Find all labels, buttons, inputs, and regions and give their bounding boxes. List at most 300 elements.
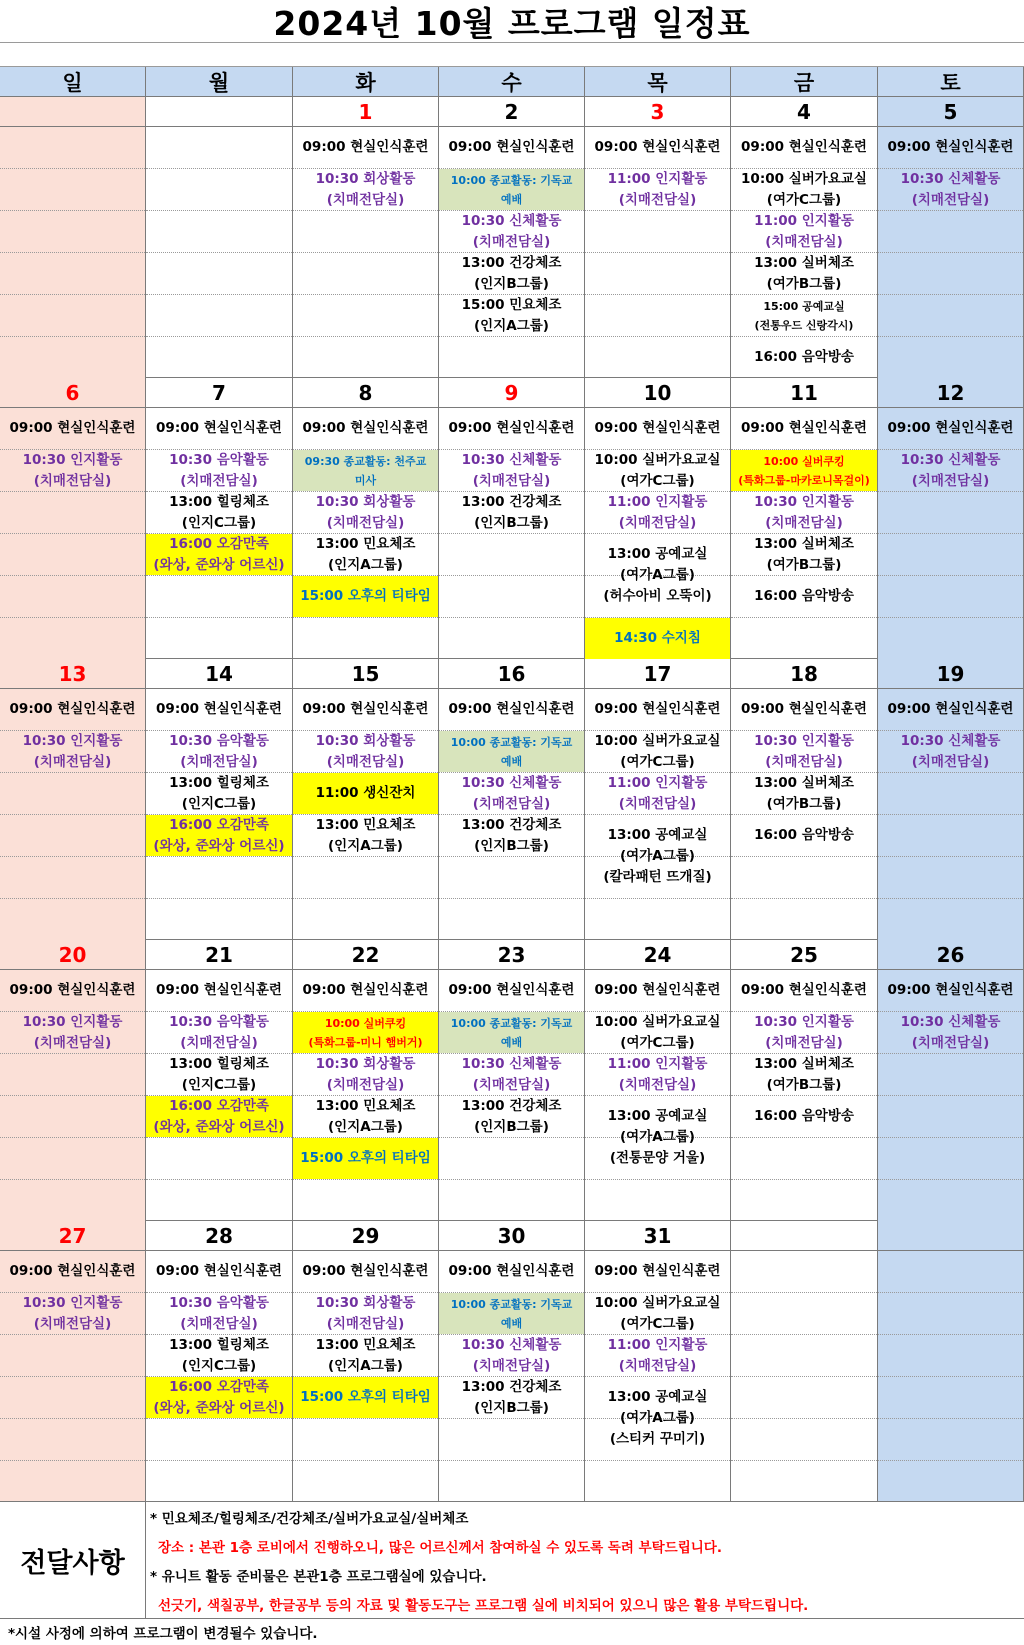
weekday-header: 일 xyxy=(0,67,146,97)
program-event xyxy=(439,815,584,856)
day-number: 1 xyxy=(293,97,438,127)
day-number: 6 xyxy=(0,378,145,408)
event-text-line: 09:00 현실인식훈련 xyxy=(9,420,136,436)
program-event xyxy=(585,534,730,617)
event-text-line: 16:00 음악방송 xyxy=(754,588,854,604)
event-text-line: 10:30 인지활동 xyxy=(754,1013,854,1030)
time-slot xyxy=(439,337,584,378)
program-event xyxy=(878,450,1023,491)
event-text-line: 10:30 인지활동 xyxy=(754,493,854,510)
event-text-line: 10:30 신체활동 xyxy=(461,451,562,468)
time-slot xyxy=(0,1377,145,1419)
event-text-line: 13:00 민요체조 xyxy=(315,1336,416,1353)
event-text-line: 10:30 신체활동 xyxy=(461,1055,562,1072)
time-slot xyxy=(878,815,1023,857)
event-text-line: 10:30 신체활동 xyxy=(900,451,1001,468)
program-event xyxy=(878,970,1023,1011)
program-event xyxy=(146,689,292,730)
day-number: 4 xyxy=(731,97,877,127)
event-text-line: (와상, 준와상 어르신) xyxy=(153,1399,285,1416)
day-number: 30 xyxy=(439,1221,584,1251)
day-number: 7 xyxy=(146,378,292,408)
program-event xyxy=(293,1293,438,1334)
event-text-line: 11:00 인지활동 xyxy=(607,1336,708,1353)
time-slot xyxy=(293,1461,438,1502)
time-slot xyxy=(878,1096,1023,1138)
event-text-line: (여가C그룹) xyxy=(620,753,695,770)
event-text-line: 09:00 현실인식훈련 xyxy=(302,1263,429,1279)
event-text-line: 10:00 실버가요교실 xyxy=(594,1294,721,1311)
time-slot xyxy=(146,1461,292,1502)
event-text-line: 16:00 오감만족 xyxy=(169,816,269,833)
time-slot xyxy=(585,1461,730,1502)
weekday-header: 수 xyxy=(439,67,585,97)
program-event xyxy=(293,492,438,533)
time-slot xyxy=(0,618,145,659)
calendar-day-cell xyxy=(585,940,731,1221)
time-slot xyxy=(878,211,1023,253)
program-event xyxy=(293,1138,438,1179)
day-number: 24 xyxy=(585,940,730,970)
event-text-line: (여가C그룹) xyxy=(620,1034,695,1051)
event-text-line: 13:00 건강체조 xyxy=(461,816,562,833)
day-number: 2 xyxy=(439,97,584,127)
event-text-line: (치매전담실) xyxy=(326,1076,405,1093)
event-text-line: 10:30 인지활동 xyxy=(22,451,123,468)
event-text-line: 13:00 공예교실 xyxy=(607,1108,708,1124)
event-text-line: 10:00 종교활동: 기독교 xyxy=(450,1016,573,1030)
event-text-line: 10:00 실버쿠킹 xyxy=(763,454,845,468)
event-text-line: (여가B그룹) xyxy=(766,1076,842,1093)
program-event xyxy=(146,731,292,772)
time-slot xyxy=(439,534,584,576)
program-event xyxy=(439,1293,584,1334)
event-text-line: 09:00 현실인식훈련 xyxy=(156,982,282,998)
event-text-line: (와상, 준와상 어르신) xyxy=(153,1118,285,1135)
event-text-line: 13:00 민요체조 xyxy=(315,535,416,552)
time-slot xyxy=(0,534,145,576)
event-text-line: (치매전담실) xyxy=(326,1315,405,1332)
day-number: 14 xyxy=(146,659,292,689)
event-text-line: 13:00 민요체조 xyxy=(315,816,416,833)
calendar-day-cell xyxy=(293,940,439,1221)
time-slot xyxy=(0,773,145,815)
program-event xyxy=(146,1293,292,1334)
time-slot xyxy=(0,127,145,169)
event-text-line: (치매전담실) xyxy=(180,1034,258,1051)
event-text-line: (치매전담실) xyxy=(326,753,405,770)
time-slot xyxy=(293,899,438,940)
time-slot xyxy=(878,1054,1023,1096)
event-text-line: 10:00 실버가요교실 xyxy=(594,1013,721,1030)
day-number: 22 xyxy=(293,940,438,970)
weekday-header: 월 xyxy=(146,67,293,97)
event-text-line: 09:00 현실인식훈련 xyxy=(741,420,867,436)
program-event xyxy=(293,689,438,730)
event-text-line: 10:30 인지활동 xyxy=(754,732,854,749)
time-slot xyxy=(293,337,438,378)
calendar-day-cell xyxy=(146,1221,293,1502)
event-text-line: 09:00 현실인식훈련 xyxy=(594,139,721,155)
program-event xyxy=(731,576,877,617)
event-text-line: 09:00 현실인식훈련 xyxy=(887,701,1014,717)
program-event xyxy=(0,408,145,449)
time-slot xyxy=(0,253,145,295)
time-slot xyxy=(439,857,584,899)
calendar-day-cell xyxy=(731,378,878,659)
program-event xyxy=(439,1054,584,1095)
event-text-line: 10:30 회상활동 xyxy=(315,170,416,187)
program-event xyxy=(146,1377,292,1418)
event-text-line: 09:00 현실인식훈련 xyxy=(887,139,1014,155)
event-text-line: (인지C그룹) xyxy=(181,1076,257,1093)
event-text-line: 11:00 인지활동 xyxy=(607,493,708,510)
program-event xyxy=(293,450,438,491)
calendar-day-cell xyxy=(585,97,731,378)
program-event xyxy=(439,450,584,491)
program-event xyxy=(731,450,877,491)
event-text-line: 10:30 신체활동 xyxy=(461,1336,562,1353)
event-text-line: (인지B그룹) xyxy=(474,1399,549,1416)
event-text-line: 10:30 인지활동 xyxy=(22,1013,123,1030)
event-text-line: 09:00 현실인식훈련 xyxy=(9,982,136,998)
calendar-day-cell xyxy=(439,659,585,940)
calendar-day-cell xyxy=(585,378,731,659)
note-line: * 민요체조/힐링체조/건강체조/실버가요교실/실버체조 xyxy=(150,1510,469,1527)
program-event xyxy=(0,689,145,730)
event-text-line: (전통우드 신랑각시) xyxy=(754,318,854,332)
event-text-line: 16:00 음악방송 xyxy=(754,827,854,843)
event-text-line: (특화그룹-마카로니목걸이) xyxy=(738,473,870,487)
day-number xyxy=(731,1221,877,1251)
event-text-line: 10:00 종교활동: 기독교 xyxy=(450,1297,573,1311)
time-slot xyxy=(146,576,292,618)
event-text-line: 11:00 인지활동 xyxy=(607,774,708,791)
time-slot xyxy=(293,253,438,295)
program-event xyxy=(585,1096,730,1179)
time-slot xyxy=(0,815,145,857)
time-slot xyxy=(878,1335,1023,1377)
calendar-day-cell xyxy=(439,1221,585,1502)
time-slot xyxy=(146,1180,292,1221)
calendar-day-cell xyxy=(439,97,585,378)
program-event xyxy=(439,731,584,772)
event-text-line: (여가A그룹) xyxy=(620,567,695,583)
event-text-line: 10:30 음악활동 xyxy=(169,1294,269,1311)
calendar-day-cell xyxy=(878,97,1024,378)
time-slot xyxy=(878,576,1023,618)
event-text-line: (치매전담실) xyxy=(326,514,405,531)
program-event xyxy=(585,169,730,210)
program-event xyxy=(585,1377,730,1460)
time-slot xyxy=(439,1461,584,1502)
calendar-day-cell xyxy=(439,378,585,659)
event-text-line: (인지B그룹) xyxy=(474,1118,549,1135)
event-text-line: 11:00 인지활동 xyxy=(607,170,708,187)
day-number: 16 xyxy=(439,659,584,689)
calendar-day-cell xyxy=(878,1221,1024,1502)
event-text-line: (치매전담실) xyxy=(33,753,112,770)
time-slot xyxy=(878,1251,1023,1293)
program-event xyxy=(146,534,292,575)
program-event xyxy=(293,169,438,210)
event-text-line: 13:00 건강체조 xyxy=(461,1378,562,1395)
event-text-line: (인지B그룹) xyxy=(474,275,549,292)
title-spacer xyxy=(0,43,1024,67)
weekday-header: 금 xyxy=(731,67,878,97)
event-text-line: 13:00 건강체조 xyxy=(461,1097,562,1114)
time-slot xyxy=(731,1251,877,1293)
program-event xyxy=(731,815,877,856)
calendar-day-cell xyxy=(0,97,146,378)
program-event xyxy=(439,1377,584,1418)
program-event xyxy=(585,731,730,772)
time-slot xyxy=(878,1461,1023,1502)
program-event xyxy=(731,1054,877,1095)
event-text-line: 09:00 현실인식훈련 xyxy=(302,139,429,155)
event-text-line: (여가A그룹) xyxy=(620,1410,695,1426)
program-event xyxy=(293,1377,438,1418)
event-text-line: 11:00 인지활동 xyxy=(607,1055,708,1072)
event-text-line: 13:00 힐링체조 xyxy=(169,1336,269,1353)
time-slot xyxy=(878,492,1023,534)
event-text-line: 14:30 수지침 xyxy=(614,630,701,646)
event-text-line: 10:30 회상활동 xyxy=(315,1055,416,1072)
program-event xyxy=(731,127,877,168)
program-event xyxy=(585,1012,730,1053)
program-event xyxy=(439,295,584,336)
time-slot xyxy=(0,1461,145,1502)
event-text-line: (허수아비 오뚝이) xyxy=(603,588,712,604)
time-slot xyxy=(731,618,877,659)
time-slot xyxy=(878,857,1023,899)
program-event xyxy=(731,211,877,252)
time-slot xyxy=(146,127,292,169)
time-slot xyxy=(731,1377,877,1419)
event-text-line: 13:00 공예교실 xyxy=(607,827,708,843)
weekday-header: 토 xyxy=(878,67,1024,97)
time-slot xyxy=(0,576,145,618)
event-text-line: 16:00 음악방송 xyxy=(754,1108,854,1124)
time-slot xyxy=(439,1180,584,1221)
event-text-line: 10:30 회상활동 xyxy=(315,493,416,510)
page-title: 2024년 10월 프로그램 일정표 xyxy=(0,0,1024,43)
event-text-line: 10:30 인지활동 xyxy=(22,1294,123,1311)
event-text-line: (인지C그룹) xyxy=(181,795,257,812)
event-text-line: 13:00 건강체조 xyxy=(461,493,562,510)
time-slot xyxy=(439,576,584,618)
time-slot xyxy=(439,1419,584,1461)
time-slot xyxy=(293,618,438,659)
program-event xyxy=(293,1251,438,1292)
event-text-line: (인지A그룹) xyxy=(328,837,403,854)
event-text-line: (치매전담실) xyxy=(33,472,112,489)
event-text-line: 10:00 종교활동: 기독교 xyxy=(450,735,573,749)
time-slot xyxy=(146,253,292,295)
program-event xyxy=(293,576,438,617)
program-event xyxy=(439,773,584,814)
time-slot xyxy=(0,1335,145,1377)
time-slot xyxy=(146,337,292,378)
time-slot xyxy=(878,1180,1023,1221)
program-event xyxy=(293,1096,438,1137)
time-slot xyxy=(0,295,145,337)
event-text-line: (인지A그룹) xyxy=(474,317,549,334)
program-event xyxy=(878,689,1023,730)
notes-section xyxy=(0,1501,1024,1619)
time-slot xyxy=(0,1138,145,1180)
event-text-line: (치매전담실) xyxy=(618,1357,697,1374)
calendar-day-cell xyxy=(293,378,439,659)
time-slot xyxy=(146,618,292,659)
program-event xyxy=(0,731,145,772)
calendar-day-cell xyxy=(731,97,878,378)
event-text-line: (와상, 준와상 어르신) xyxy=(153,556,285,573)
program-event xyxy=(731,492,877,533)
notes-label: 전달사항 xyxy=(0,1502,146,1619)
event-text-line: (인지B그룹) xyxy=(474,837,549,854)
calendar-day-cell xyxy=(585,1221,731,1502)
day-number xyxy=(146,97,292,127)
time-slot xyxy=(293,1419,438,1461)
event-text-line: 16:00 오감만족 xyxy=(169,1097,269,1114)
note-line: 장소 : 본관 1층 로비에서 진행하오니, 많은 어르신께서 참여하실 수 있도록 독려 부탁드립니다. xyxy=(158,1539,722,1556)
program-event xyxy=(878,127,1023,168)
event-text-line: 09:00 현실인식훈련 xyxy=(741,982,867,998)
event-text-line: (치매전담실) xyxy=(472,795,551,812)
event-text-line: 13:00 힐링체조 xyxy=(169,774,269,791)
weekday-header: 화 xyxy=(293,67,439,97)
time-slot xyxy=(878,337,1023,378)
event-text-line: (칼라패턴 뜨개질) xyxy=(603,869,712,885)
program-event xyxy=(585,773,730,814)
event-text-line: (여가A그룹) xyxy=(620,1129,695,1145)
program-event xyxy=(439,127,584,168)
program-event xyxy=(293,773,438,814)
event-text-line: 13:00 힐링체조 xyxy=(169,1055,269,1072)
program-event xyxy=(731,731,877,772)
program-event xyxy=(731,408,877,449)
event-text-line: 09:00 현실인식훈련 xyxy=(594,982,721,998)
event-text-line: 13:00 실버체조 xyxy=(754,535,854,552)
event-text-line: (치매전담실) xyxy=(765,514,843,531)
program-event xyxy=(439,408,584,449)
calendar-day-cell xyxy=(146,940,293,1221)
program-event xyxy=(293,408,438,449)
time-slot xyxy=(0,337,145,378)
event-text-line: 15:00 오후의 티타임 xyxy=(300,1389,431,1405)
event-text-line: 13:00 공예교실 xyxy=(607,1389,708,1405)
program-event xyxy=(293,534,438,575)
time-slot xyxy=(146,899,292,940)
event-text-line: (여가C그룹) xyxy=(620,1315,695,1332)
event-text-line: 09:00 현실인식훈련 xyxy=(741,139,867,155)
program-event xyxy=(146,970,292,1011)
program-event xyxy=(585,689,730,730)
time-slot xyxy=(731,1138,877,1180)
day-number: 5 xyxy=(878,97,1023,127)
event-text-line: (여가C그룹) xyxy=(766,191,842,208)
event-text-line: 09:00 현실인식훈련 xyxy=(156,701,282,717)
day-number: 17 xyxy=(585,659,730,689)
day-number: 19 xyxy=(878,659,1023,689)
program-event xyxy=(146,1096,292,1137)
event-text-line: 13:00 민요체조 xyxy=(315,1097,416,1114)
calendar-day-cell xyxy=(731,659,878,940)
event-text-line: (치매전담실) xyxy=(326,191,405,208)
time-slot xyxy=(878,295,1023,337)
event-text-line: 09:00 현실인식훈련 xyxy=(594,420,721,436)
calendar-day-cell xyxy=(731,940,878,1221)
program-event xyxy=(585,1293,730,1334)
event-text-line: (치매전담실) xyxy=(33,1315,112,1332)
day-number xyxy=(0,97,145,127)
time-slot xyxy=(878,773,1023,815)
day-number: 8 xyxy=(293,378,438,408)
time-slot xyxy=(585,295,730,337)
time-slot xyxy=(293,857,438,899)
event-text-line: 10:00 실버가요교실 xyxy=(594,732,721,749)
event-text-line: (치매전담실) xyxy=(472,472,551,489)
time-slot xyxy=(293,211,438,253)
program-event xyxy=(585,815,730,898)
event-text-line: 예배 xyxy=(500,754,523,768)
program-event xyxy=(731,169,877,210)
program-event xyxy=(439,970,584,1011)
event-text-line: (치매전담실) xyxy=(472,233,551,250)
event-text-line: 15:00 공예교실 xyxy=(763,299,845,313)
day-number: 18 xyxy=(731,659,877,689)
event-text-line: (인지A그룹) xyxy=(328,1357,403,1374)
calendar-day-cell xyxy=(0,659,146,940)
calendar-day-cell xyxy=(293,1221,439,1502)
program-event xyxy=(585,408,730,449)
program-event xyxy=(146,815,292,856)
program-event xyxy=(293,1335,438,1376)
event-text-line: (스티커 꾸미기) xyxy=(609,1431,706,1447)
calendar-week xyxy=(0,97,1024,378)
program-event xyxy=(439,689,584,730)
day-number: 20 xyxy=(0,940,145,970)
program-event xyxy=(293,731,438,772)
time-slot xyxy=(878,1293,1023,1335)
event-text-line: 09:00 현실인식훈련 xyxy=(302,420,429,436)
event-text-line: (여가B그룹) xyxy=(766,556,842,573)
day-number xyxy=(878,1221,1023,1251)
time-slot xyxy=(731,857,877,899)
program-event xyxy=(146,773,292,814)
calendar-day-cell xyxy=(585,659,731,940)
program-event xyxy=(146,1054,292,1095)
time-slot xyxy=(439,618,584,659)
time-slot xyxy=(585,1180,730,1221)
program-event xyxy=(146,1012,292,1053)
program-event xyxy=(585,450,730,491)
program-event xyxy=(585,127,730,168)
day-number: 11 xyxy=(731,378,877,408)
time-slot xyxy=(0,857,145,899)
time-slot xyxy=(146,211,292,253)
time-slot xyxy=(878,1377,1023,1419)
program-event xyxy=(0,1293,145,1334)
event-text-line: 10:00 실버쿠킹 xyxy=(324,1016,407,1030)
program-event xyxy=(585,970,730,1011)
program-event xyxy=(439,1335,584,1376)
event-text-line: (치매전담실) xyxy=(765,753,843,770)
program-event xyxy=(878,408,1023,449)
time-slot xyxy=(0,1180,145,1221)
event-text-line: 예배 xyxy=(500,1035,523,1049)
